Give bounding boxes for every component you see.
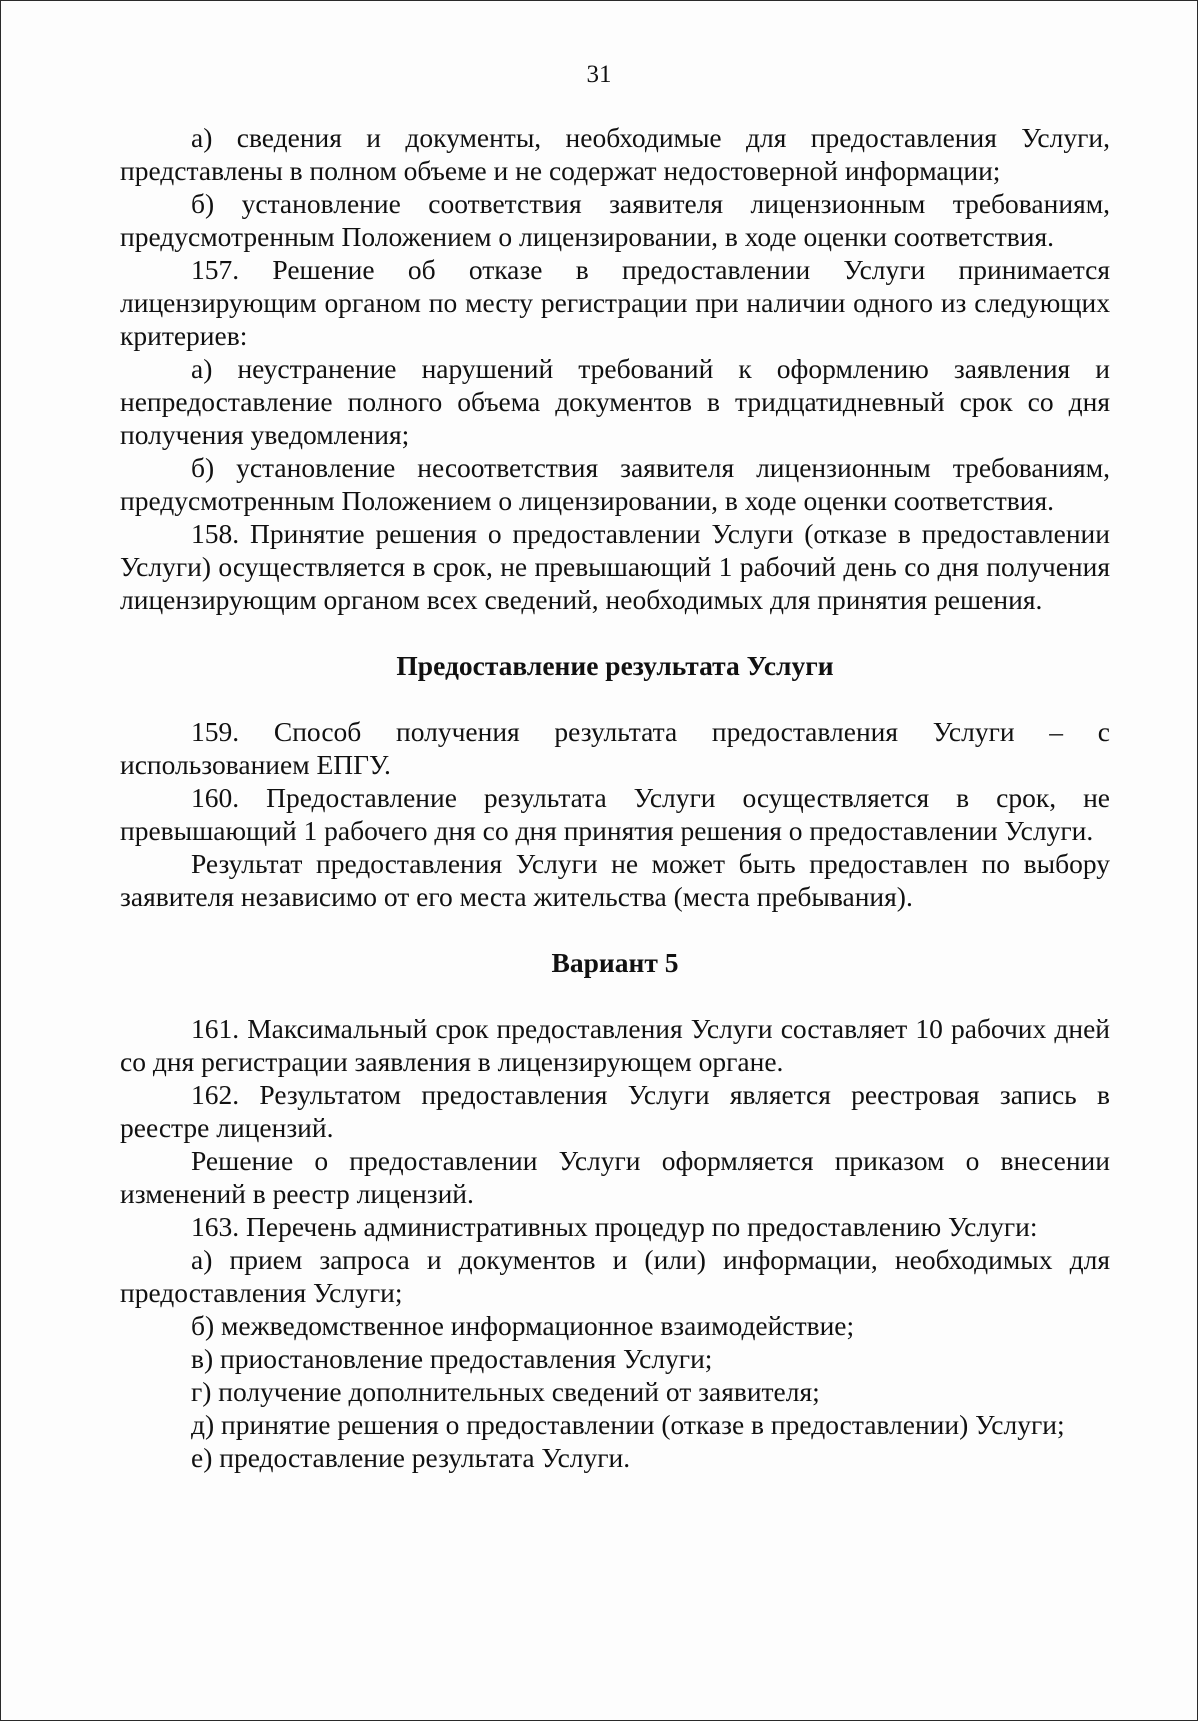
paragraph: Решение о предоставлении Услуги оформляется приказом о внесении изменений в реестр лицензий.	[120, 1145, 1110, 1209]
paragraph: 158. Принятие решения о предоставлении Услуги (отказе в предоставлении Услуги) осуществляется в срок, не превышающий 1 рабочий день со дня получения лицензирующим органом всех сведений, необходимых для принятия решения.	[120, 518, 1110, 615]
paragraph: 161. Максимальный срок предоставления Услуги составляет 10 рабочих дней со дня регистрации заявления в лицензирующем органе.	[120, 1013, 1110, 1077]
paragraph: 163. Перечень административных процедур по предоставлению Услуги:	[191, 1211, 1038, 1242]
page-number: 31	[586, 61, 612, 88]
list-item: а) прием запроса и документов и (или) информации, необходимых для предоставления Услуги;	[120, 1244, 1110, 1308]
list-item: б) межведомственное информационное взаимодействие;	[191, 1310, 855, 1341]
paragraph: б) установление соответствия заявителя лицензионным требованиям, предусмотренным Положением о лицензировании, в ходе оценки соответствия.	[120, 188, 1110, 252]
paragraph: 159. Способ получения результата предоставления Услуги – с использованием ЕПГУ.	[120, 716, 1110, 780]
list-item: г) получение дополнительных сведений от заявителя;	[191, 1376, 820, 1407]
paragraph: б) установление несоответствия заявителя лицензионным требованиям, предусмотренным Положением о лицензировании, в ходе оценки соответствия.	[120, 452, 1110, 516]
section-heading: Предоставление результата Услуги	[396, 650, 834, 681]
paragraph: 160. Предоставление результата Услуги осуществляется в срок, не превышающий 1 рабочего дня со дня принятия решения о предоставлении Услуги.	[120, 782, 1110, 846]
list-item: в) приостановление предоставления Услуги;	[191, 1343, 713, 1374]
section-heading: Вариант 5	[551, 947, 679, 978]
list-item: е) предоставление результата Услуги.	[191, 1442, 631, 1473]
document-body	[120, 121, 1110, 1474]
paragraph: Результат предоставления Услуги не может быть предоставлен по выбору заявителя независимо от его места жительства (места пребывания).	[120, 848, 1110, 912]
paragraph: а) сведения и документы, необходимые для предоставления Услуги, представлены в полном объеме и не содержат недостоверной информации;	[120, 122, 1110, 186]
paragraph: а) неустранение нарушений требований к оформлению заявления и непредоставление полного объема документов в тридцатидневный срок со дня получения уведомления;	[120, 353, 1110, 450]
list-item: д) принятие решения о предоставлении (отказе в предоставлении) Услуги;	[191, 1409, 1065, 1440]
paragraph: 162. Результатом предоставления Услуги является реестровая запись в реестре лицензий.	[120, 1079, 1110, 1143]
paragraph: 157. Решение об отказе в предоставлении Услуги принимается лицензирующим органом по месту регистрации при наличии одного из следующих критериев:	[120, 254, 1110, 351]
